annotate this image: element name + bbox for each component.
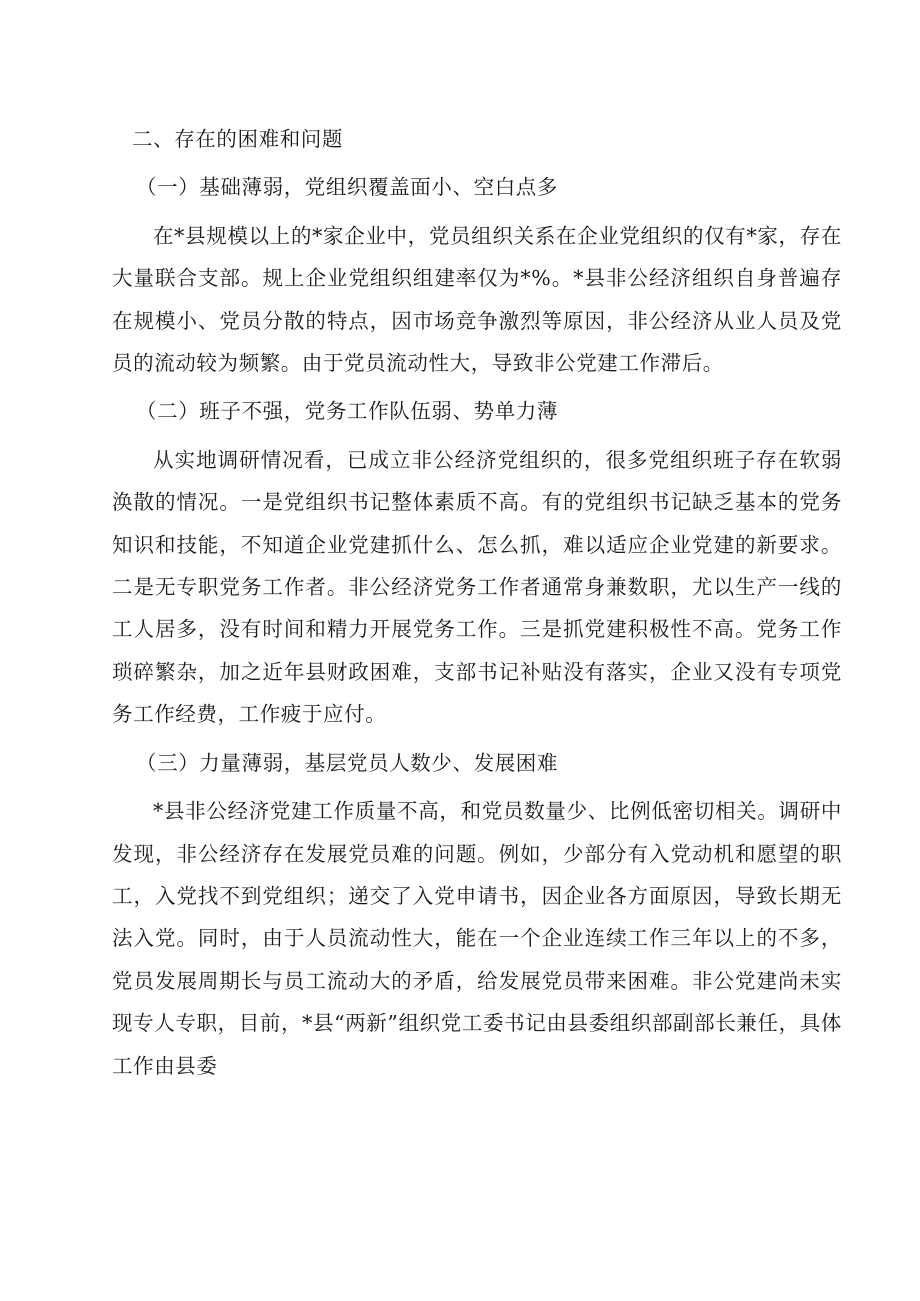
subsection-body-3: *县非公经济党建工作质量不高，和党员数量少、比例低密切相关。调研中发现，非公经济存在发展党员难的问题。例如，少部分有入党动机和愿望的职工，入党找不到党组织；递交了入党申请书，因企业各方面原因，导致长期无法入党。同时，由于人员流动性大，能在一个企业连续工作三年以上的不多，党员发展周期长与员工流动大的矛盾，给发展党员带来困难。非公党建尚未实现专人专职，目前，*县“两新”组织党工委书记由县委组织部副部长兼任，具体工作由县委 [112,799,842,1078]
subsection-body-1: 在*县规模以上的*家企业中，党员组织关系在企业党组织的仅有*家，存在大量联合支部。规上企业党组织组建率仅为*%。*县非公经济组织自身普遍存在规模小、党员分散的特点，因市场竞争激烈等原因，非公经济从业人员及党员的流动较为频繁。由于党员流动性大，导致非公党建工作滞后。 [112,223,842,376]
subsection-heading-3: （三）力量薄弱，基层党员人数少、发展困难 [136,750,558,775]
subsection-heading-1: （一）基础薄弱，党组织覆盖面小、空白点多 [136,175,558,200]
subsection-body-2: 从实地调研情况看，已成立非公经济党组织的，很多党组织班子存在软弱涣散的情况。一是党组织书记整体素质不高。有的党组织书记缺乏基本的党务知识和技能，不知道企业党建抓什么、怎么抓，难以适应企业党建的新要求。二是无专职党务工作者。非公经济党务工作者通常身兼数职，尤以生产一线的工人居多，没有时间和精力开展党务工作。三是抓党建积极性不高。党务工作琐碎繁杂，加之近年县财政困难，支部书记补贴没有落实，企业又没有专项党务工作经费，工作疲于应付。 [112,447,842,727]
subsection-heading-2: （二）班子不强，党务工作队伍弱、势单力薄 [136,399,558,424]
section-title: 二、存在的困难和问题 [132,127,343,151]
document-page [112,118,842,1087]
